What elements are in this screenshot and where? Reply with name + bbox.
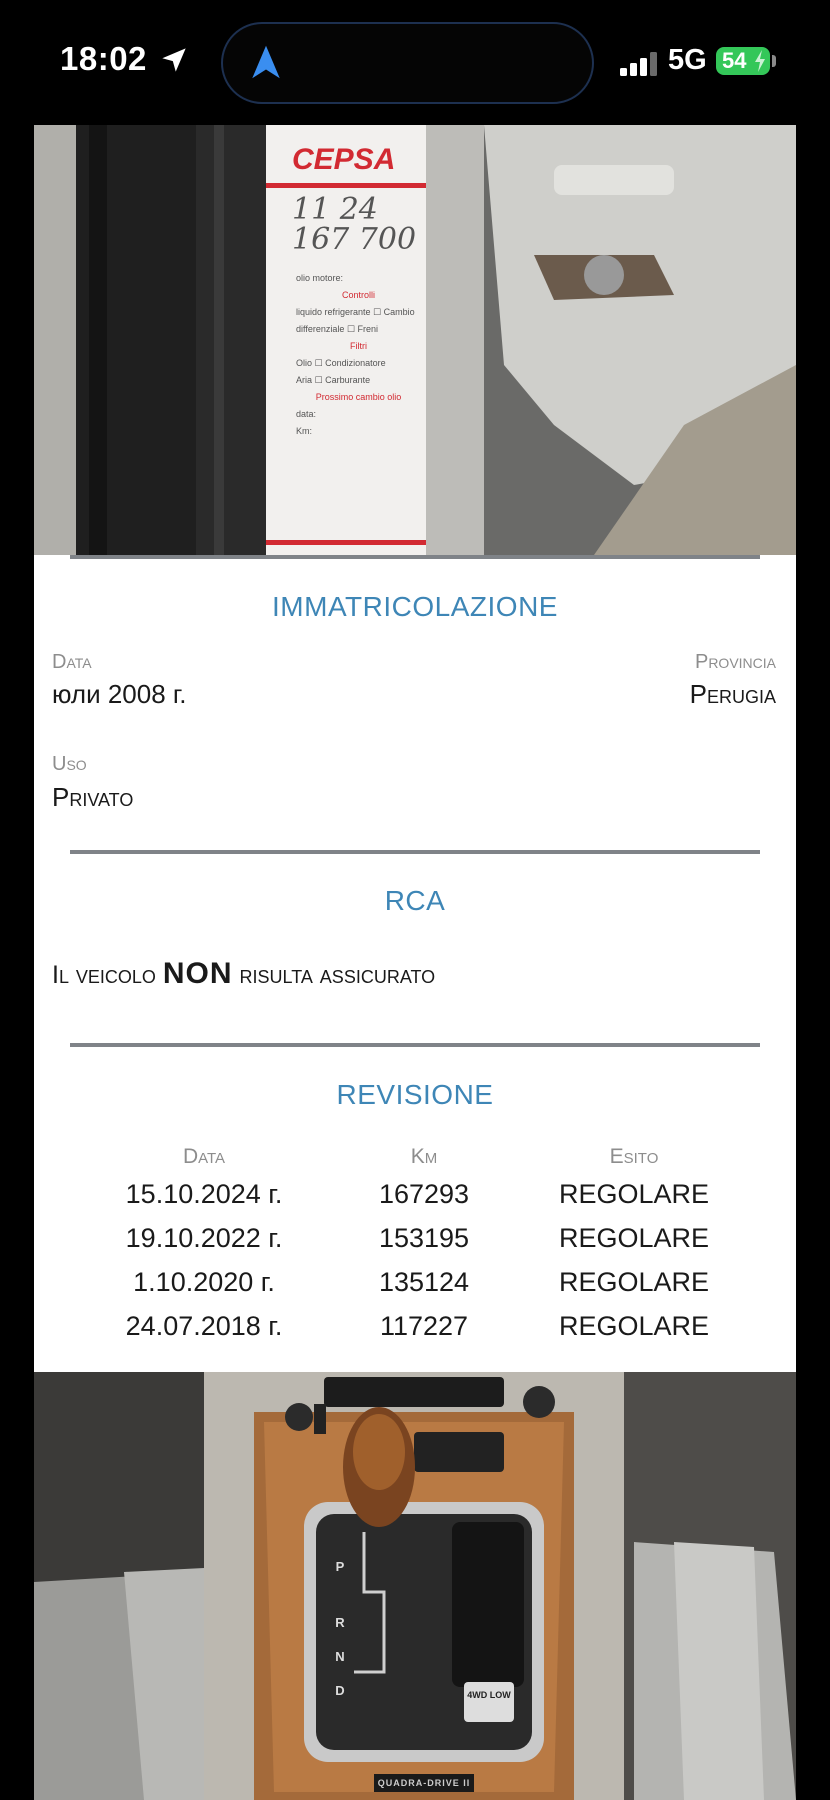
clock: 18:02 xyxy=(60,40,147,77)
battery-icon xyxy=(716,47,770,75)
sticker-checklist: olio motore: Controlli liquido refrigerante ☐ Cambio differenziale ☐ Freni Filtri Olio ☐ Condizionatore Aria ☐ Carburante Prossimo cambio olio data: Km: xyxy=(296,273,415,436)
section-title-immatricolazione: IMMATRICOLAZIONE xyxy=(272,591,558,622)
revisione-header-data: Data xyxy=(182,1145,226,1168)
console-illustration xyxy=(34,1372,796,1800)
cellular-signal-icon xyxy=(620,52,660,76)
field-label-data: Data xyxy=(52,651,92,673)
quadra-drive-badge: QUADRA-DRIVE II xyxy=(374,1774,474,1792)
rca-status-text: Il veicolo NON risulta assicurato xyxy=(52,957,436,990)
battery-level: 54 xyxy=(722,48,747,73)
shifter-letters: P R N D xyxy=(335,1559,345,1698)
navigation-arrow-icon xyxy=(251,44,281,80)
section-title-revisione: REVISIONE xyxy=(336,1079,494,1110)
photo-gear-shifter[interactable] xyxy=(34,1372,796,1800)
status-bar xyxy=(0,0,830,125)
dynamic-island[interactable] xyxy=(221,22,594,104)
location-arrow-icon xyxy=(160,46,188,74)
table-row: 24.07.2018 г. 117227 REGOLARE xyxy=(125,1311,710,1341)
table-row: 15.10.2024 г. 167293 REGOLARE xyxy=(125,1179,710,1209)
network-type: 5G xyxy=(668,44,707,76)
divider xyxy=(70,555,760,559)
sticker-brand: CEPSA xyxy=(292,143,396,176)
field-label-uso: Uso xyxy=(52,753,87,775)
photo-door-service-sticker[interactable] xyxy=(34,125,796,555)
rca-status-strong: NON xyxy=(162,957,233,990)
field-value-uso: Privato xyxy=(52,782,134,812)
divider xyxy=(70,850,760,854)
section-title-rca: RCA xyxy=(384,885,446,916)
revisione-header-esito: Esito xyxy=(609,1145,659,1168)
battery-cap xyxy=(772,55,776,67)
vehicle-info-card xyxy=(34,555,796,1372)
field-value-data: юли 2008 г. xyxy=(52,679,187,709)
table-row: 19.10.2022 г. 153195 REGOLARE xyxy=(125,1223,710,1253)
charging-bolt-icon xyxy=(754,50,766,72)
field-label-provincia: Provincia xyxy=(694,651,776,673)
revisione-header-km: Km xyxy=(410,1145,438,1168)
sticker-handwriting: 11 24 167 700 xyxy=(292,192,417,257)
table-row: 1.10.2020 г. 135124 REGOLARE xyxy=(133,1267,710,1297)
divider xyxy=(70,1043,760,1047)
transfer-case-label: 4WD LOW xyxy=(467,1690,511,1700)
field-value-provincia: Perugia xyxy=(689,679,776,709)
